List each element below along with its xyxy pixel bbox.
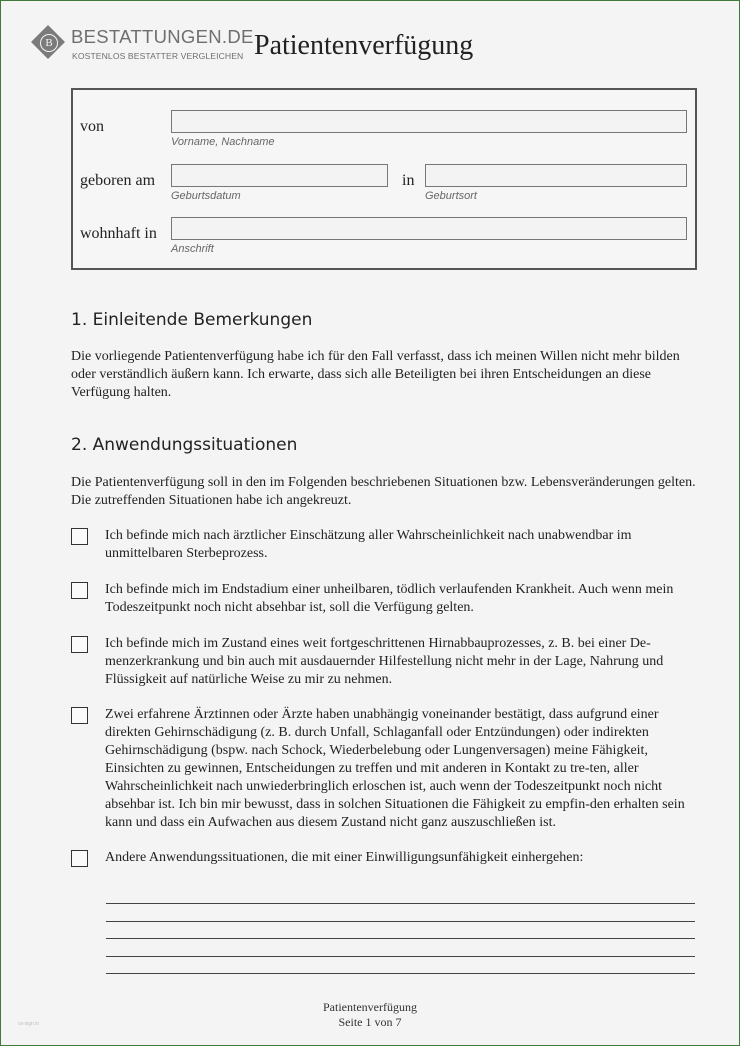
wohnhaft-label: wohnhaft in (80, 225, 157, 242)
section1-text: Die vorliegende Patientenverfügung habe ich für den Fall verfasst, dass ich meinen Willen nicht mehr bilden oder verständlich äußern kann. Ich erwarte, dass sich alle Beteiligten bei ihren Entscheidungen an diese Verfügung halten. (71, 349, 680, 401)
address-input[interactable] (171, 217, 687, 240)
option-checkbox[interactable] (71, 707, 88, 724)
option-checkbox[interactable] (71, 850, 88, 867)
bestattungen-logo (30, 26, 254, 66)
personal-data-box (71, 88, 697, 270)
section2-text: Die Patientenverfügung soll in den im Folgenden beschriebenen Situationen bzw. Lebensveränderungen gelten. Die zutreffenden Situationen habe ich angekreuzt. (71, 475, 696, 509)
footer-page-number: Seite 1 von 7 (338, 1015, 402, 1029)
section2-heading: 2. Anwendungssituationen (71, 435, 298, 455)
birthplace-input[interactable] (425, 164, 687, 187)
logo-name: BESTATTUNGEN.DE (71, 26, 254, 47)
name-input[interactable] (171, 110, 687, 133)
option-checkbox[interactable] (71, 636, 88, 653)
option-checkbox[interactable] (71, 582, 88, 599)
option-text: Zwei erfahrene Ärztinnen oder Ärzte haben unabhängig voneinander bestätigt, dass aufgrund einer direkten Gehirnschädigung (z. B. durch Unfall, Schlaganfall oder Entzündungen) oder indirekten Gehirnschädigung (bspw. nach Schock, Wiederbelebung oder Lungenversagen) meine Fähigkeit, Einsichten zu gewinnen, Entscheidungen zu treffen und mit anderen in Kontakt zu tre-ten, aller Wahrscheinlichkeit nach unwiederbringlich erloschen ist, auch wenn der Todeszeitpunkt noch nicht absehbar ist. Ich bin mir bewusst, dass in solchen Situationen die Fähigkeit zu empfin-den erhalten sein kann und dass ein Aufwachen aus diesem Zustand nicht ganz auszuschließen ist. (105, 707, 685, 830)
document-title: Patientenverfügung (254, 30, 474, 61)
section1-heading: 1. Einleitende Bemerkungen (71, 310, 313, 330)
write-line[interactable] (106, 973, 695, 974)
option-text: Ich befinde mich nach ärztlicher Einschätzung aller Wahrscheinlichkeit nach unabwendbar im unmittelbaren Sterbeprozess. (105, 528, 632, 561)
write-line[interactable] (106, 956, 695, 957)
in-label: in (402, 172, 415, 189)
geboren-label: geboren am (80, 172, 156, 189)
option-text: Ich befinde mich im Endstadium einer unheilbaren, tödlich verlaufenden Krankheit. Auch wenn mein Todeszeitpunkt noch nicht absehbar ist, soll die Verfügung gelten. (105, 582, 674, 615)
write-line[interactable] (106, 903, 695, 904)
option-text: Andere Anwendungssituationen, die mit einer Einwilligungsunfähigkeit einhergehen: (105, 850, 584, 865)
write-line[interactable] (106, 921, 695, 922)
address-hint: Anschrift (171, 243, 214, 255)
birthplace-hint: Geburtsort (425, 190, 477, 202)
von-label: von (80, 118, 104, 135)
watermark: vs-sign.in (18, 1021, 40, 1027)
option-text: Ich befinde mich im Zustand eines weit fortgeschrittenen Hirnabbauprozesses, z. B. bei einer De-menzerkrankung und bin auch mit ausdauernder Hilfestellung nicht mehr in der Lage, Nahrung und Flüssigkeit auf natürliche Weise zu mir zu nehmen. (105, 636, 664, 687)
option-checkbox[interactable] (71, 528, 88, 545)
name-hint: Vorname, Nachname (171, 136, 275, 148)
write-line[interactable] (106, 938, 695, 939)
birthdate-hint: Geburtsdatum (171, 190, 241, 202)
birthdate-input[interactable] (171, 164, 388, 187)
logo-tagline: KOSTENLOS BESTATTER VERGLEICHEN (72, 51, 244, 61)
logo-letter: B (40, 34, 58, 52)
footer-title: Patientenverfügung (323, 1000, 417, 1014)
